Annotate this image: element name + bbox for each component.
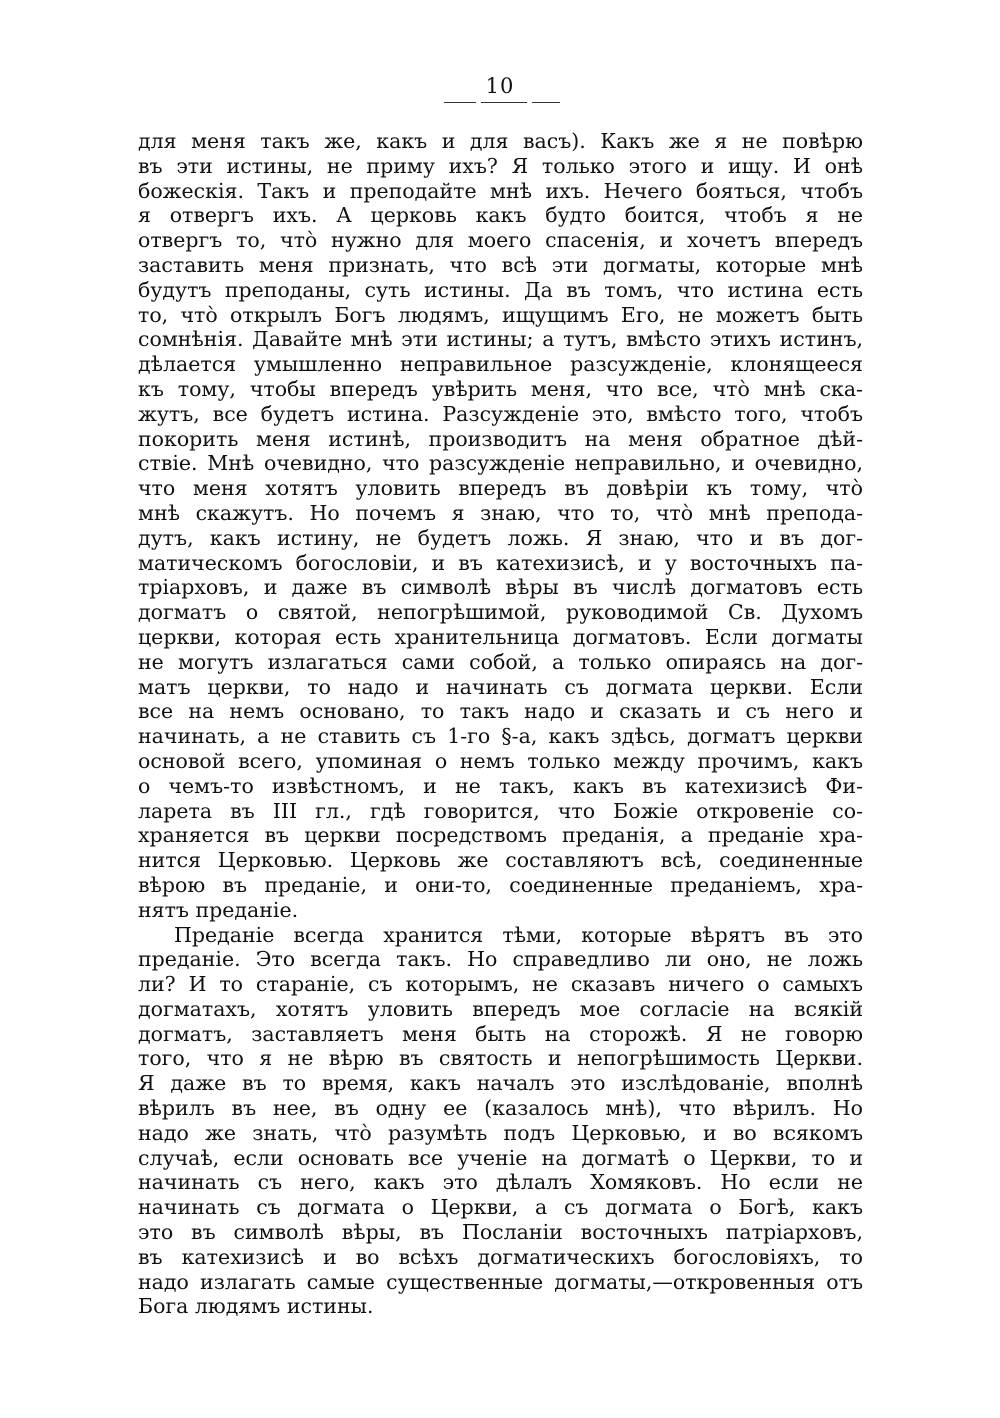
text-line: надо же знать, что̀ разумѣть подъ Церковью, и во всякомъ (138, 1120, 863, 1145)
text-line: я отвергъ ихъ. А церковь какъ будто боится, чтобъ я не (138, 203, 863, 228)
text-line: это въ символѣ вѣры, въ Посланіи восточныхъ патріарховъ, (138, 1220, 863, 1245)
text-line: все на немъ основано, то такъ надо и сказать и съ него и (138, 699, 863, 724)
paragraph-end-line: нятъ преданіе. (138, 897, 299, 922)
text-line: вѣрою въ преданіе, и они-то, соединенные преданіемъ, хра- (138, 872, 863, 897)
text-line: дутъ, какъ истину, не будетъ ложь. Я знаю, что и въ дог- (138, 525, 863, 550)
text-line: жутъ, все будетъ истина. Разсужденіе это, вмѣсто того, чтобъ (138, 401, 863, 426)
text-line: догматахъ, хотятъ уловить впередъ мое согласіе на всякій (138, 996, 863, 1021)
text-line: начинать съ него, какъ это дѣлалъ Хомяковъ. Но если не (138, 1170, 863, 1195)
text-line: не могутъ излагаться сами собой, а только опираясь на дог- (138, 649, 863, 674)
text-line: матъ церкви, то надо и начинать съ догмата церкви. Если (138, 674, 863, 699)
text-line: покорить меня истинѣ, производитъ на меня обратное дѣй- (138, 426, 863, 451)
text-line: то, что̀ открылъ Богъ людямъ, ищущимъ Его, не можетъ быть (138, 302, 863, 327)
text-line: ларета въ III гл., гдѣ говорится, что Божіе откровеніе со- (138, 798, 863, 823)
paragraph-end-line: Бога людямъ истины. (138, 1294, 374, 1319)
text-line: основой всего, упоминая о немъ только между прочимъ, какъ (138, 748, 863, 773)
text-line: догматъ, заставляетъ меня быть на сторожѣ. Я не говорю (138, 1021, 863, 1046)
text-line: начинать съ догмата о Церкви, а съ догмата о Богѣ, какъ (138, 1195, 863, 1220)
page-number: 10 (485, 74, 515, 98)
text-line: церкви, которая есть хранительница догматовъ. Если догматы (138, 624, 863, 649)
text-line: въ катехизисѣ и во всѣхъ догматическихъ богословіяхъ, то (138, 1244, 863, 1269)
text-line: начинать, а не ставить съ 1-го §-а, какъ здѣсь, догматъ церкви (138, 724, 863, 749)
header-rule (444, 102, 560, 103)
text-line: о чемъ-то извѣстномъ, и не такъ, какъ въ катехизисѣ Фи- (138, 773, 863, 798)
text-line: въ эти истины, не приму ихъ? Я только этого и ищу. И онѣ (138, 153, 863, 178)
text-line: догматъ о святой, непогрѣшимой, руководимой Св. Духомъ (138, 600, 863, 625)
text-line: ствіе. Мнѣ очевидно, что разсужденіе неправильно, и очевидно, (138, 451, 863, 476)
paragraph-start-line: Преданіе всегда хранится тѣми, которые вѣрятъ въ это (174, 922, 863, 947)
text-line: къ тому, чтобы впередъ увѣрить меня, что все, что̀ мнѣ ска- (138, 376, 863, 401)
text-line: вѣрилъ въ нее, въ одну ее (казалось мнѣ), что вѣрилъ. Но (138, 1096, 863, 1121)
text-line: нится Церковью. Церковь же составляютъ всѣ, соединенные (138, 848, 863, 873)
text-line: будутъ преподаны, суть истины. Да въ томъ, что истина есть (138, 277, 863, 302)
text-line: для меня такъ же, какъ и для васъ). Какъ же я не повѣрю (138, 129, 863, 153)
text-line: Я даже въ то время, какъ началъ это изслѣдованіе, вполнѣ (138, 1071, 863, 1096)
text-line: что меня хотятъ уловить впередъ въ довѣріи къ тому, что̀ (138, 476, 863, 501)
text-line: тріарховъ, и даже въ символѣ вѣры въ числѣ догматовъ есть (138, 575, 863, 600)
body-text (138, 129, 863, 1319)
header-rule-gap (527, 100, 532, 105)
text-line: того, что я не вѣрю въ святость и непогрѣшимость Церкви. (138, 1046, 863, 1071)
text-line: божескія. Такъ и преподайте мнѣ ихъ. Нечего бояться, чтобъ (138, 178, 863, 203)
text-line: мнѣ скажутъ. Но почемъ я знаю, что то, что̀ мнѣ препода- (138, 500, 863, 525)
text-line: заставить меня признать, что всѣ эти догматы, которые мнѣ (138, 252, 863, 277)
text-line: матическомъ богословіи, и въ катехизисѣ, и у восточныхъ па- (138, 550, 863, 575)
text-line: храняется въ церкви посредствомъ преданія, а преданіе хра- (138, 823, 863, 848)
header-rule-gap (476, 100, 481, 105)
text-line: дѣлается умышленно неправильное разсужденіе, клонящееся (138, 352, 863, 377)
text-line: сомнѣнія. Давайте мнѣ эти истины; а тутъ, вмѣсто этихъ истинъ, (138, 327, 863, 352)
text-line: случаѣ, если основать все ученіе на догматѣ о Церкви, то и (138, 1145, 863, 1170)
text-line: отвергъ то, что̀ нужно для моего спасенія, и хочетъ впередъ (138, 228, 863, 253)
text-line: преданіе. Это всегда такъ. Но справедливо ли оно, не ложь (138, 947, 863, 972)
text-line: ли? И то стараніе, съ которымъ, не сказавъ ничего о самыхъ (138, 972, 863, 997)
text-line: надо излагать самые существенные догматы,—откровенныя отъ (138, 1269, 863, 1294)
